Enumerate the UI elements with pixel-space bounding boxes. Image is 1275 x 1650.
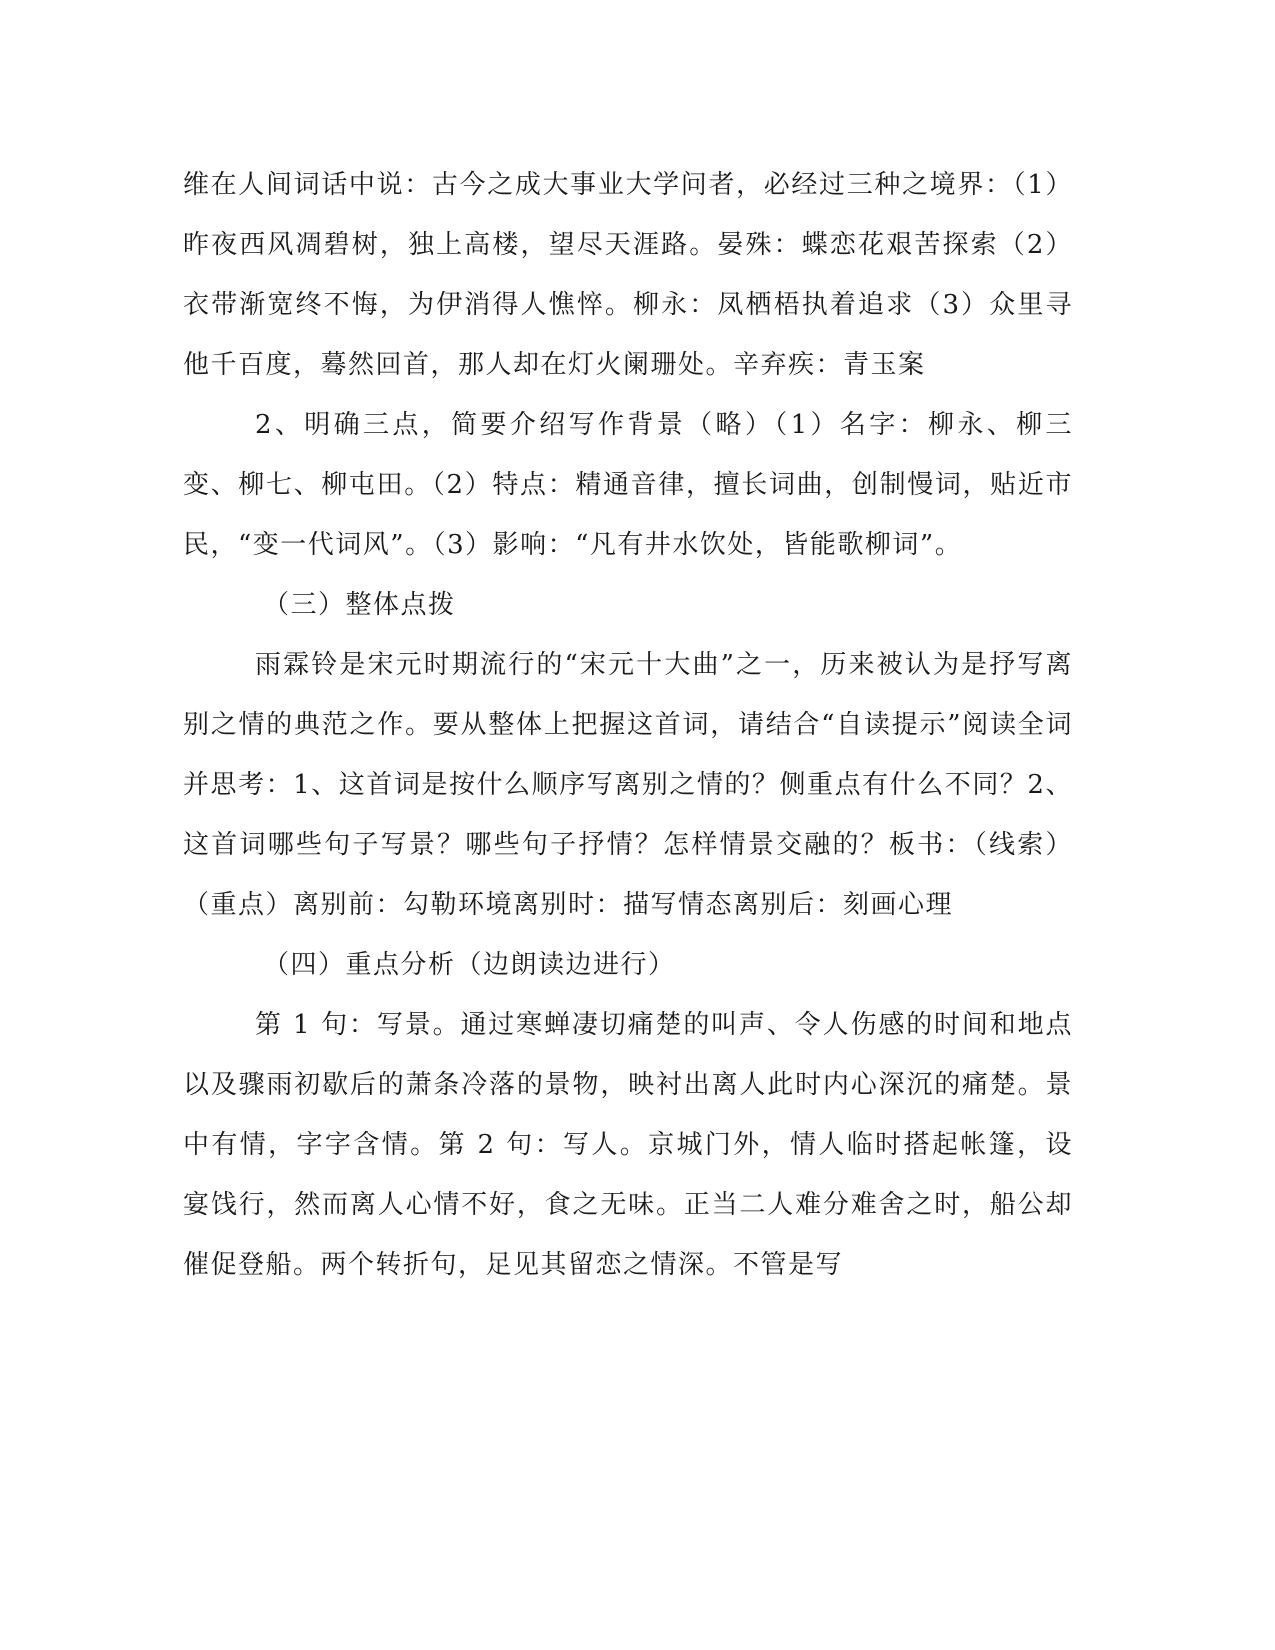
paragraph-key-analysis: 第 1 句：写景。通过寒蝉凄切痛楚的叫声、令人伤感的时间和地点以及骤雨初歇后的萧条冷落的景物，映衬出离人此时内心深沉的痛楚。景中有情，字字含情。第 2 句：写人。京城门外，情人临时搭起帐篷，设宴饯行，然而离人心情不好，食之无味。正当二人难分难舍之时，船公却催促登船。两个转折句，足见其留恋之情深。不管是写 bbox=[183, 1010, 1073, 1280]
paragraph-writing-background: 2、明确三点，简要介绍写作背景（略）（1）名字：柳永、柳三变、柳七、柳屯田。（2）特点：精通音律，擅长词曲，创制慢词，贴近市民，“变一代词风”。（3）影响：“凡有井水饮处，皆能歌柳词”。 bbox=[183, 410, 1073, 560]
document-page bbox=[183, 155, 1073, 1295]
section-heading-key-analysis: （四）重点分析（边朗读边进行） bbox=[263, 950, 676, 980]
section-heading-overall-guidance: （三）整体点拨 bbox=[263, 590, 456, 620]
paragraph-overall-guidance: 雨霖铃是宋元时期流行的“宋元十大曲”之一，历来被认为是抒写离别之情的典范之作。要从整体上把握这首词，请结合“自读提示”阅读全词并思考：1、这首词是按什么顺序写离别之情的？侧重点有什么不同？2、这首词哪些句子写景？哪些句子抒情？怎样情景交融的？板书：（线索）（重点）离别前：勾勒环境离别时：描写情态离别后：刻画心理 bbox=[183, 650, 1073, 920]
paragraph-three-realms: 维在人间词话中说：古今之成大事业大学问者，必经过三种之境界：（1）昨夜西风凋碧树，独上高楼，望尽天涯路。晏殊：蝶恋花艰苦探索（2）衣带渐宽终不悔，为伊消得人憔悴。柳永：凤栖梧执着追求（3）众里寻他千百度，蓦然回首，那人却在灯火阑珊处。辛弃疾：青玉案 bbox=[183, 170, 1073, 380]
